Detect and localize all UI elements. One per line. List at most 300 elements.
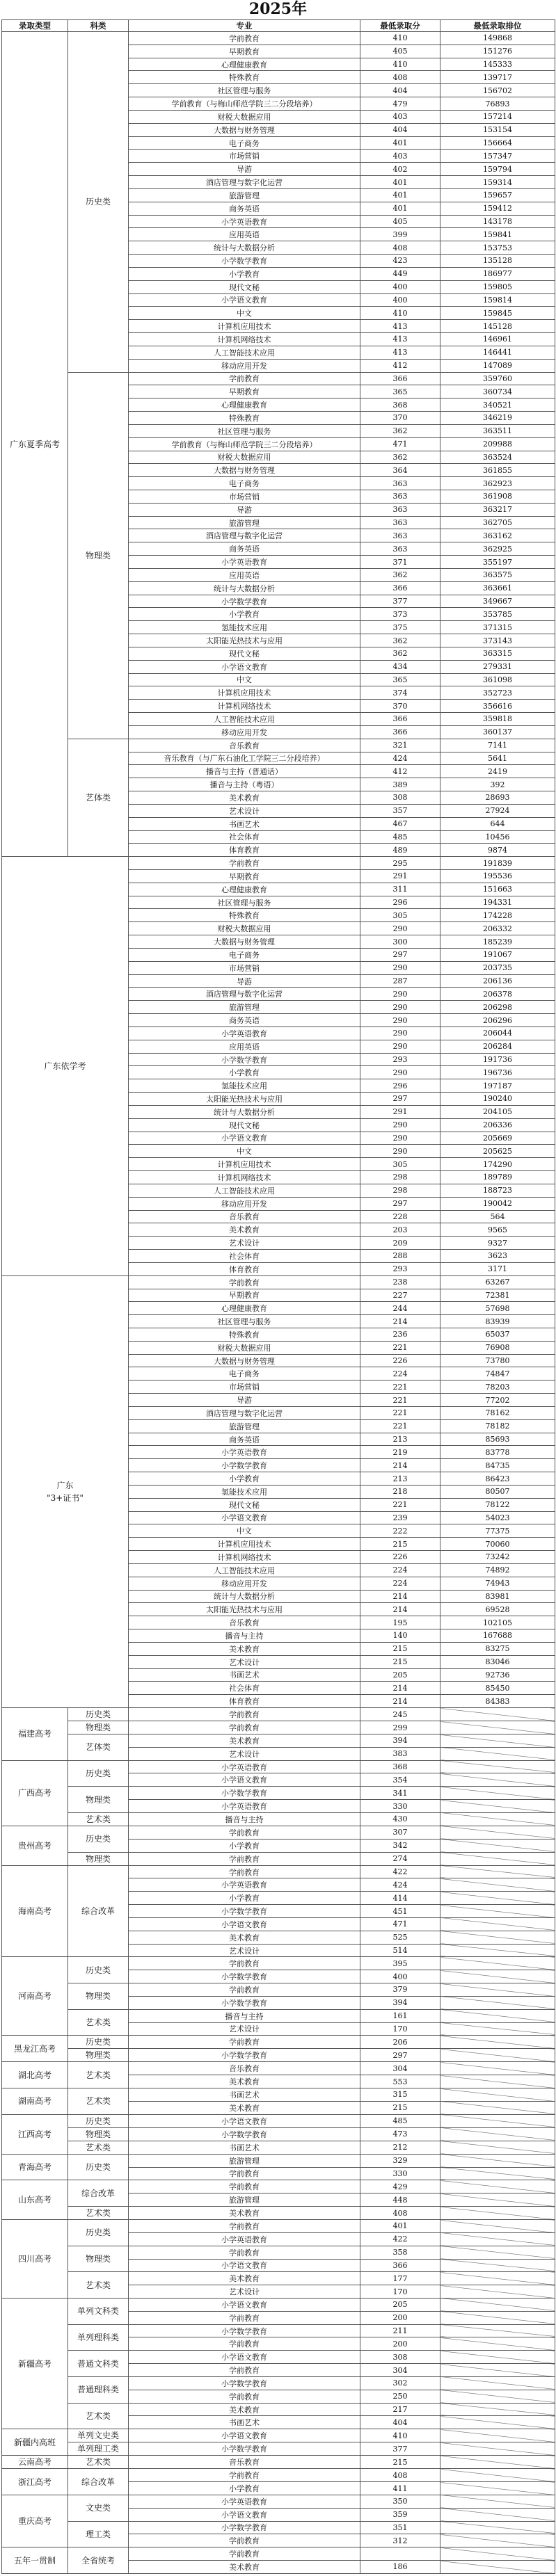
min-rank-cell: 644 [440, 817, 555, 830]
min-rank-cell: 359760 [440, 372, 555, 385]
min-rank-cell: 86423 [440, 1472, 555, 1486]
min-rank-cell [440, 1996, 555, 2009]
min-rank-cell: 84735 [440, 1459, 555, 1472]
admission-type-cell: 四川高考 [2, 2220, 68, 2299]
min-rank-cell: 70060 [440, 1538, 555, 1551]
table-row [2, 2376, 555, 2390]
min-score-cell: 221 [360, 1380, 440, 1394]
min-rank-cell [440, 2442, 555, 2456]
major-cell: 财税大数据应用 [129, 110, 360, 123]
subject-category-cell: 物理类 [68, 1721, 129, 1734]
major-cell: 小学数学教育 [129, 1970, 360, 1983]
major-cell: 小学英语教育 [129, 2232, 360, 2246]
min-score-cell: 214 [360, 1682, 440, 1695]
subject-category-cell: 物理类 [68, 2049, 129, 2062]
min-score-cell: 290 [360, 961, 440, 974]
major-cell: 音乐教育 [129, 1616, 360, 1629]
table-row [2, 2298, 555, 2311]
major-cell: 学前教育 [129, 2036, 360, 2049]
min-score-cell: 170 [360, 2022, 440, 2036]
min-score-cell: 368 [360, 1760, 440, 1773]
min-rank-cell [440, 2521, 555, 2534]
min-rank-cell [440, 1865, 555, 1878]
min-score-cell: 366 [360, 2259, 440, 2272]
min-rank-cell: 159657 [440, 188, 555, 202]
min-score-cell: 212 [360, 2141, 440, 2154]
major-cell: 学前教育 [129, 2469, 360, 2482]
major-cell: 书画艺术 [129, 2141, 360, 2154]
min-score-cell: 350 [360, 2495, 440, 2508]
min-score-cell: 525 [360, 1931, 440, 1944]
major-cell: 社区管理与服务 [129, 424, 360, 437]
table-row [2, 1983, 555, 1997]
min-score-cell: 290 [360, 922, 440, 935]
min-score-cell: 330 [360, 2167, 440, 2180]
min-score-cell: 296 [360, 1079, 440, 1093]
major-cell: 人工智能技术应用 [129, 1184, 360, 1197]
min-rank-cell: 352723 [440, 686, 555, 700]
min-score-cell: 363 [360, 529, 440, 542]
min-rank-cell [440, 1787, 555, 1800]
min-score-cell: 448 [360, 2193, 440, 2207]
major-cell: 学前教育 [129, 1983, 360, 1997]
min-rank-cell: 194331 [440, 896, 555, 909]
min-score-cell: 293 [360, 1053, 440, 1066]
min-rank-cell: 74943 [440, 1577, 555, 1590]
min-rank-cell: 83275 [440, 1642, 555, 1655]
major-cell: 小学数学教育 [129, 2442, 360, 2456]
min-rank-cell: 78182 [440, 1419, 555, 1433]
min-score-cell: 422 [360, 1865, 440, 1878]
subject-category-cell: 单列理科类 [68, 2324, 129, 2351]
min-score-cell: 404 [360, 2416, 440, 2429]
min-rank-cell: 77202 [440, 1394, 555, 1407]
admission-type-cell: 广东 "3+证书" [2, 1275, 129, 1707]
min-score-cell: 363 [360, 503, 440, 516]
min-score-cell: 413 [360, 320, 440, 333]
min-score-cell: 429 [360, 2180, 440, 2193]
major-cell: 小学英语教育 [129, 2495, 360, 2508]
min-score-cell: 364 [360, 464, 440, 477]
major-cell: 艺术设计 [129, 2285, 360, 2299]
min-rank-cell: 145128 [440, 320, 555, 333]
min-rank-cell: 92736 [440, 1668, 555, 1682]
min-rank-cell: 197187 [440, 1079, 555, 1093]
min-rank-cell: 159814 [440, 293, 555, 307]
min-rank-cell [440, 2351, 555, 2364]
major-cell: 太阳能光热技术与应用 [129, 1093, 360, 1106]
min-score-cell: 366 [360, 372, 440, 385]
major-cell: 人工智能技术应用 [129, 346, 360, 359]
min-score-cell: 205 [360, 1668, 440, 1682]
min-score-cell: 379 [360, 1983, 440, 1997]
major-cell: 心理健康教育 [129, 883, 360, 896]
min-rank-cell: 27924 [440, 804, 555, 817]
min-score-cell: 473 [360, 2127, 440, 2141]
min-rank-cell: 196736 [440, 1066, 555, 1079]
table-row [2, 1760, 555, 1773]
min-score-cell: 238 [360, 1275, 440, 1289]
table-row [2, 2521, 555, 2534]
min-score-cell: 227 [360, 1289, 440, 1302]
min-rank-cell [440, 1931, 555, 1944]
table-row [2, 32, 555, 45]
min-score-cell: 239 [360, 1511, 440, 1524]
subject-category-cell: 综合改革 [68, 2469, 129, 2495]
min-score-cell: 221 [360, 1406, 440, 1419]
major-cell: 小学语文教育 [129, 2298, 360, 2311]
min-score-cell: 205 [360, 2298, 440, 2311]
min-rank-cell: 146961 [440, 333, 555, 346]
major-cell: 导游 [129, 503, 360, 516]
min-rank-cell [440, 2508, 555, 2521]
min-rank-cell: 63267 [440, 1275, 555, 1289]
min-rank-cell: 204105 [440, 1105, 555, 1118]
min-rank-cell [440, 2207, 555, 2220]
min-score-cell: 422 [360, 2232, 440, 2246]
min-rank-cell: 195536 [440, 870, 555, 883]
min-rank-cell [440, 1892, 555, 1905]
min-rank-cell: 373143 [440, 634, 555, 647]
min-score-cell: 236 [360, 1328, 440, 1341]
major-cell: 导游 [129, 163, 360, 176]
table-row [2, 2272, 555, 2285]
major-cell: 移动应用开发 [129, 725, 360, 739]
min-score-cell: 315 [360, 2088, 440, 2102]
major-cell: 小学英语教育 [129, 556, 360, 569]
min-score-cell: 290 [360, 1145, 440, 1158]
min-rank-cell: 139717 [440, 71, 555, 84]
major-cell: 电子商务 [129, 1367, 360, 1380]
min-rank-cell: 363217 [440, 503, 555, 516]
table-row [2, 1708, 555, 1721]
min-rank-cell [440, 2154, 555, 2167]
table-header-row [2, 20, 555, 32]
min-score-cell: 362 [360, 647, 440, 660]
min-rank-cell [440, 2495, 555, 2508]
admission-type-cell: 新疆高考 [2, 2298, 68, 2429]
min-score-cell: 290 [360, 1027, 440, 1040]
min-score-cell: 228 [360, 1210, 440, 1223]
min-rank-cell: 9327 [440, 1237, 555, 1250]
min-score-cell: 224 [360, 1563, 440, 1577]
min-score-cell: 186 [360, 2561, 440, 2574]
min-rank-cell: 174228 [440, 909, 555, 922]
min-score-cell: 215 [360, 2101, 440, 2114]
min-score-cell: 400 [360, 280, 440, 293]
major-cell: 小学语文教育 [129, 1917, 360, 1931]
min-rank-cell: 363524 [440, 451, 555, 464]
min-rank-cell: 564 [440, 1210, 555, 1223]
major-cell: 旅游管理 [129, 1001, 360, 1014]
major-cell: 学前教育 [129, 1865, 360, 1878]
min-rank-cell: 102105 [440, 1616, 555, 1629]
major-cell: 学前教育 [129, 372, 360, 385]
major-cell: 小学数学教育 [129, 1996, 360, 2009]
table-row [2, 1734, 555, 1748]
min-score-cell: 479 [360, 97, 440, 111]
min-rank-cell [440, 1983, 555, 1997]
min-score-cell [360, 2547, 440, 2561]
min-score-cell: 291 [360, 1105, 440, 1118]
min-rank-cell: 353785 [440, 608, 555, 621]
subject-category-cell: 历史类 [68, 1957, 129, 1983]
min-score-cell: 195 [360, 1616, 440, 1629]
min-rank-cell [440, 2232, 555, 2246]
major-cell: 导游 [129, 974, 360, 988]
min-rank-cell: 206332 [440, 922, 555, 935]
major-cell: 学前教育 [129, 2337, 360, 2351]
major-cell: 美术教育 [129, 2075, 360, 2088]
major-cell: 社区管理与服务 [129, 896, 360, 909]
major-cell: 学前教育 [129, 2534, 360, 2547]
min-rank-cell: 346219 [440, 412, 555, 425]
min-rank-cell: 206378 [440, 988, 555, 1001]
major-cell: 现代文秘 [129, 280, 360, 293]
subject-category-cell: 艺体类 [68, 1734, 129, 1761]
table-row [2, 2246, 555, 2259]
major-cell: 移动应用开发 [129, 1197, 360, 1210]
min-score-cell: 408 [360, 241, 440, 255]
min-score-cell: 221 [360, 1394, 440, 1407]
major-cell: 小学数学教育 [129, 2127, 360, 2141]
major-cell: 人工智能技术应用 [129, 1563, 360, 1577]
table-row [2, 2220, 555, 2233]
major-cell: 太阳能光热技术与应用 [129, 1603, 360, 1616]
min-rank-cell: 76893 [440, 97, 555, 111]
admission-type-cell: 河南高考 [2, 1957, 68, 2036]
min-score-cell: 226 [360, 1354, 440, 1367]
min-score-cell: 213 [360, 1472, 440, 1486]
min-score-cell: 305 [360, 909, 440, 922]
min-rank-cell: 206284 [440, 1040, 555, 1053]
major-cell: 社会体育 [129, 1250, 360, 1263]
min-score-cell: 401 [360, 202, 440, 215]
major-cell: 小学数学教育 [129, 1787, 360, 1800]
min-score-cell: 514 [360, 1944, 440, 1957]
table-row [2, 2062, 555, 2075]
major-cell: 计算机应用技术 [129, 1538, 360, 1551]
major-cell: 旅游管理 [129, 2193, 360, 2207]
min-score-cell: 297 [360, 1093, 440, 1106]
table-row [2, 2088, 555, 2102]
min-score-cell: 408 [360, 71, 440, 84]
min-rank-cell: 77375 [440, 1524, 555, 1538]
table-row [2, 2141, 555, 2154]
min-score-cell: 321 [360, 739, 440, 752]
min-rank-cell: 188723 [440, 1184, 555, 1197]
min-rank-cell: 80507 [440, 1485, 555, 1498]
admission-type-cell: 重庆高考 [2, 2495, 68, 2547]
major-cell: 音乐教育 [129, 2456, 360, 2469]
min-rank-cell: 73242 [440, 1551, 555, 1564]
min-rank-cell [440, 2311, 555, 2324]
major-cell: 小学数学教育 [129, 2324, 360, 2337]
min-rank-cell: 205625 [440, 1145, 555, 1158]
major-cell: 移动应用开发 [129, 1577, 360, 1590]
major-cell: 学前教育 [129, 1957, 360, 1970]
min-score-cell: 200 [360, 2311, 440, 2324]
min-score-cell: 357 [360, 804, 440, 817]
table-row [2, 2469, 555, 2482]
min-rank-cell: 149868 [440, 32, 555, 45]
min-rank-cell [440, 2167, 555, 2180]
min-score-cell: 311 [360, 883, 440, 896]
header-min-score: 最低录取分 [360, 20, 440, 32]
min-score-cell: 410 [360, 32, 440, 45]
major-cell: 计算机应用技术 [129, 686, 360, 700]
min-rank-cell: 153154 [440, 123, 555, 136]
major-cell: 美术教育 [129, 2561, 360, 2574]
admission-type-cell: 湖北高考 [2, 2062, 68, 2088]
min-score-cell: 374 [360, 686, 440, 700]
min-rank-cell [440, 1905, 555, 1918]
min-rank-cell: 167688 [440, 1629, 555, 1643]
subject-category-cell: 物理类 [68, 1787, 129, 1813]
subject-category-cell: 艺术类 [68, 2088, 129, 2115]
min-rank-cell: 85693 [440, 1433, 555, 1446]
min-score-cell: 214 [360, 1315, 440, 1328]
min-score-cell: 449 [360, 267, 440, 280]
major-cell: 小学语文教育 [129, 2508, 360, 2521]
major-cell: 大数据与财务管理 [129, 1354, 360, 1367]
min-score-cell: 423 [360, 255, 440, 268]
table-row [2, 2049, 555, 2062]
major-cell: 美术教育 [129, 2272, 360, 2285]
min-score-cell: 366 [360, 713, 440, 726]
major-cell: 学前教育 [129, 32, 360, 45]
major-cell: 计算机应用技术 [129, 1158, 360, 1171]
min-rank-cell: 185239 [440, 935, 555, 949]
min-score-cell: 370 [360, 700, 440, 713]
min-rank-cell: 279331 [440, 660, 555, 673]
min-score-cell: 412 [360, 765, 440, 778]
min-rank-cell [440, 2534, 555, 2547]
min-score-cell: 401 [360, 176, 440, 189]
min-score-cell: 489 [360, 844, 440, 857]
min-rank-cell: 157347 [440, 150, 555, 163]
table-row [2, 857, 555, 870]
major-cell: 酒店管理与数字化运营 [129, 176, 360, 189]
major-cell: 小学教育 [129, 608, 360, 621]
subject-category-cell: 历史类 [68, 2036, 129, 2049]
min-rank-cell [440, 2482, 555, 2495]
min-score-cell: 297 [360, 2049, 440, 2062]
major-cell: 导游 [129, 1394, 360, 1407]
major-cell: 音乐教育 [129, 1210, 360, 1223]
subject-category-cell: 普通理科类 [68, 2376, 129, 2403]
min-score-cell: 312 [360, 2534, 440, 2547]
major-cell: 学前教育（与梅山师范学院三二分段培养） [129, 97, 360, 111]
min-score-cell: 399 [360, 228, 440, 241]
min-rank-cell [440, 1773, 555, 1787]
admission-type-cell: 江西高考 [2, 2114, 68, 2154]
subject-category-cell: 艺术类 [68, 2009, 129, 2036]
min-score-cell: 394 [360, 1996, 440, 2009]
min-rank-cell: 7141 [440, 739, 555, 752]
min-rank-cell [440, 2114, 555, 2127]
min-rank-cell [440, 2141, 555, 2154]
min-score-cell: 221 [360, 1341, 440, 1354]
min-score-cell: 221 [360, 1419, 440, 1433]
min-rank-cell: 363661 [440, 581, 555, 595]
min-rank-cell [440, 1878, 555, 1892]
major-cell: 小学教育 [129, 2482, 360, 2495]
min-score-cell: 366 [360, 725, 440, 739]
major-cell: 移动应用开发 [129, 359, 360, 372]
min-score-cell: 370 [360, 412, 440, 425]
min-score-cell: 215 [360, 1655, 440, 1668]
major-cell: 旅游管理 [129, 1419, 360, 1433]
subject-category-cell: 艺体类 [68, 739, 129, 856]
min-rank-cell: 9874 [440, 844, 555, 857]
major-cell: 体育教育 [129, 1262, 360, 1275]
min-rank-cell: 209988 [440, 437, 555, 451]
min-score-cell: 400 [360, 293, 440, 307]
major-cell: 财税大数据应用 [129, 1341, 360, 1354]
min-score-cell: 215 [360, 1538, 440, 1551]
min-score-cell: 362 [360, 634, 440, 647]
min-score-cell: 211 [360, 2324, 440, 2337]
major-cell: 人工智能技术应用 [129, 713, 360, 726]
min-rank-cell: 83046 [440, 1655, 555, 1668]
major-cell: 体育教育 [129, 844, 360, 857]
table-row [2, 2114, 555, 2127]
table-row [2, 372, 555, 385]
table-row [2, 2351, 555, 2364]
major-cell: 早期教育 [129, 385, 360, 399]
min-score-cell: 401 [360, 136, 440, 150]
major-cell: 统计与大数据分析 [129, 1105, 360, 1118]
major-cell: 美术教育 [129, 2101, 360, 2114]
min-rank-cell: 143178 [440, 215, 555, 228]
min-score-cell: 383 [360, 1747, 440, 1760]
min-score-cell: 250 [360, 2390, 440, 2403]
min-rank-cell [440, 2049, 555, 2062]
subject-category-cell: 艺术类 [68, 2456, 129, 2469]
min-score-cell: 200 [360, 2337, 440, 2351]
min-rank-cell: 5641 [440, 752, 555, 765]
major-cell: 学前教育 [129, 2390, 360, 2403]
min-score-cell: 368 [360, 399, 440, 412]
min-rank-cell [440, 2259, 555, 2272]
min-score-cell: 140 [360, 1629, 440, 1643]
min-rank-cell: 190240 [440, 1093, 555, 1106]
min-rank-cell: 78122 [440, 1498, 555, 1511]
min-score-cell: 467 [360, 817, 440, 830]
min-rank-cell [440, 2364, 555, 2377]
subject-category-cell: 单列文科类 [68, 2298, 129, 2324]
major-cell: 旅游管理 [129, 516, 360, 529]
table-row [2, 1812, 555, 1826]
min-score-cell: 329 [360, 2154, 440, 2167]
min-rank-cell: 54023 [440, 1511, 555, 1524]
min-score-cell: 161 [360, 2009, 440, 2022]
min-rank-cell: 174290 [440, 1158, 555, 1171]
table-row [2, 1275, 555, 1289]
subject-category-cell: 艺术类 [68, 2403, 129, 2429]
major-cell: 播音与主持（普通话） [129, 765, 360, 778]
min-rank-cell [440, 2298, 555, 2311]
min-rank-cell: 145333 [440, 58, 555, 71]
major-cell: 特殊教育 [129, 909, 360, 922]
major-cell: 美术教育 [129, 1642, 360, 1655]
min-score-cell: 402 [360, 163, 440, 176]
min-rank-cell: 76908 [440, 1341, 555, 1354]
major-cell: 小学语文教育 [129, 2114, 360, 2127]
subject-category-cell: 历史类 [68, 1826, 129, 1852]
major-cell: 学前教育 [129, 1275, 360, 1289]
